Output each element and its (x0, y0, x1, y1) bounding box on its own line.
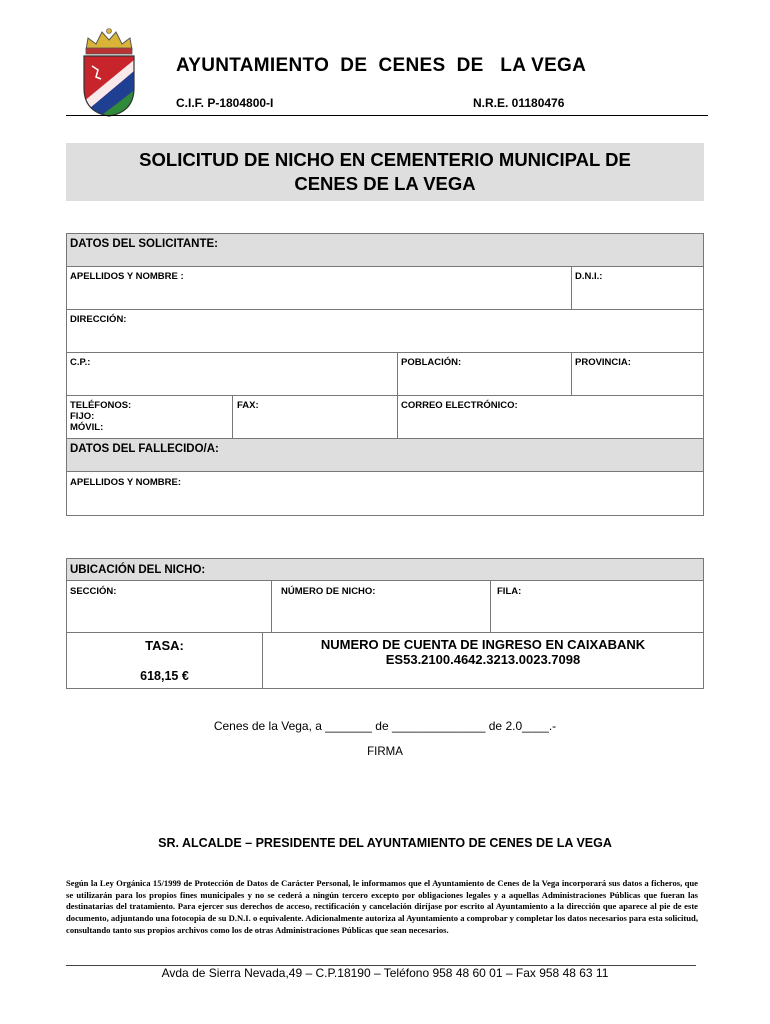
correo-field[interactable] (398, 396, 703, 438)
fax-field[interactable] (233, 396, 396, 438)
provincia-label: PROVINCIA: (575, 357, 631, 368)
fallecido-apellidos-field[interactable] (67, 472, 703, 515)
direccion-field[interactable] (67, 310, 703, 352)
form-title-line1: SOLICITUD DE NICHO EN CEMENTERIO MUNICIPAL DE (139, 149, 631, 170)
footer-address: Avda de Sierra Nevada,49 – C.P.18190 – Teléfono 958 48 60 01 – Fax 958 48 63 11 (161, 966, 609, 980)
fila-field[interactable] (491, 581, 703, 632)
cif: C.I.F. P-1804800-I (176, 96, 274, 110)
numero-nicho-field[interactable] (272, 581, 489, 632)
cuenta-iban: ES53.2100.4642.3213.0023.7098 (385, 652, 581, 667)
fallecido-apellidos-label: APELLIDOS Y NOMBRE: (70, 477, 182, 488)
poblacion-field[interactable] (398, 353, 570, 395)
tasa-value: 618,15 € (140, 669, 189, 683)
firma-label: FIRMA (367, 746, 403, 758)
cuenta-label: NUMERO DE CUENTA DE INGRESO EN CAIXABANK (320, 637, 646, 652)
solicitante-heading: DATOS DEL SOLICITANTE: (70, 238, 219, 250)
fila-label: FILA: (497, 586, 522, 597)
provincia-field[interactable] (572, 353, 703, 395)
cp-label: C.P.: (70, 357, 91, 368)
dni-label: D.N.I.: (575, 271, 603, 282)
seccion-label: SECCIÓN: (70, 586, 117, 597)
apellidos-nombre-field[interactable] (67, 267, 570, 309)
fallecido-heading: DATOS DEL FALLECIDO/A: (70, 443, 219, 455)
telefonos-field[interactable] (67, 396, 231, 438)
movil-label: MÓVIL: (70, 422, 104, 433)
tasa-label: TASA: (145, 638, 184, 653)
ubicacion-heading: UBICACIÓN DEL NICHO: (70, 564, 206, 576)
form-title-line2: CENES DE LA VEGA (294, 173, 476, 194)
telefonos-label: TELÉFONOS: (70, 400, 132, 411)
org-name: AYUNTAMIENTO DE CENES DE LA VEGA (176, 55, 587, 76)
direccion-label: DIRECCIÓN: (70, 314, 127, 325)
cp-field[interactable] (67, 353, 396, 395)
seccion-field[interactable] (67, 581, 270, 632)
form-title (66, 143, 704, 201)
nre: N.R.E. 01180476 (473, 96, 565, 110)
legal-notice: Según la Ley Orgánica 15/1999 de Protección de Datos de Carácter Personal, le informamos que el Ayuntamiento de Cenes de la Vega incorporará sus datos a ficheros, que se utilizarán para los propios fines municipales y no se cederá a ningún tercero excepto por obligaciones legales y a aquellas Administraciones Públicas que fueran las destinatarias del tratamiento. Para ejercer sus derechos de acceso, rectificación y cancelación diríjase por escrito al Ayuntamiento a la dirección que aparece al pie de este documento, adjuntando una fotocopia de su D.N.I. o equivalente. Adicionalmente autoriza al Ayuntamiento a comprobar y completar los datos necesarios para esta solicitud, consultando tanto sus propios archivos como los de otras Administraciones Públicas que sean necesarios. (66, 878, 698, 935)
header-divider (66, 115, 708, 116)
fijo-label: FIJO: (70, 411, 95, 422)
coat-of-arms-logo (78, 26, 140, 118)
dni-field[interactable] (572, 267, 703, 309)
fax-label: FAX: (237, 400, 259, 411)
numero-nicho-label: NÚMERO DE NICHO: (281, 586, 376, 597)
correo-label: CORREO ELECTRÓNICO: (401, 400, 518, 411)
poblacion-label: POBLACIÓN: (401, 357, 462, 368)
apellidos-nombre-label: APELLIDOS Y NOMBRE : (70, 271, 184, 282)
date-line: Cenes de la Vega, a _______ de ______________ de 2.0____.- (213, 719, 557, 733)
addressee: SR. ALCALDE – PRESIDENTE DEL AYUNTAMIENTO DE CENES DE LA VEGA (158, 836, 612, 850)
